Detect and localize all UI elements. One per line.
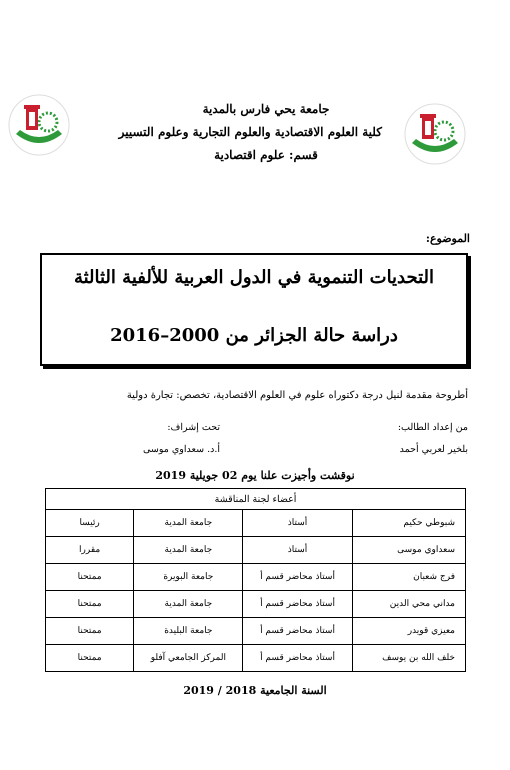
member-role: رئيسا <box>46 510 134 537</box>
member-rank: أستاذ محاضر قسم أ <box>243 564 352 591</box>
supervisor-name: أ.د. سعداوي موسى <box>142 444 220 455</box>
thesis-description: أطروحة مقدمة لنيل درجة دكتوراه علوم في العلوم الاقتصادية، تخصص: تجارة دولية <box>126 390 468 401</box>
member-name: مداني محي الدين <box>352 591 465 618</box>
member-name: معيزي قويدر <box>352 618 465 645</box>
university-logo-right <box>404 103 466 165</box>
table-row <box>46 537 466 564</box>
member-institution: جامعة البليدة <box>134 618 243 645</box>
member-institution: جامعة المدية <box>134 537 243 564</box>
member-rank: أستاذ محاضر قسم أ <box>243 645 352 672</box>
academic-year: السنة الجامعية 2018 / 2019 <box>183 684 327 697</box>
table-row <box>46 618 466 645</box>
member-institution: جامعة المدية <box>134 510 243 537</box>
member-rank: أستاذ محاضر قسم أ <box>243 618 352 645</box>
defense-date: نوقشت وأجيزت علنا يوم 02 جويلية 2019 <box>155 469 355 482</box>
thesis-title-box <box>40 253 468 366</box>
thesis-subtitle: دراسة حالة الجزائر من 2000–2016 <box>110 325 398 346</box>
table-row <box>46 591 466 618</box>
department-name: قسم: علوم اقتصادية <box>214 148 318 162</box>
student-name: بلخير لعربي أحمد <box>399 444 468 455</box>
student-label: من إعداد الطالب: <box>397 422 468 433</box>
committee-table <box>45 488 466 672</box>
thesis-title: التحديات التنموية في الدول العربية للألفية الثالثة <box>73 267 435 288</box>
member-role: مقررا <box>46 537 134 564</box>
member-institution: المركز الجامعي آفلو <box>134 645 243 672</box>
committee-caption: أعضاء لجنة المناقشة <box>46 489 466 510</box>
member-role: ممتحنا <box>46 618 134 645</box>
member-rank: أستاذ محاضر قسم أ <box>243 591 352 618</box>
member-role: ممتحنا <box>46 645 134 672</box>
subject-label: الموضوع: <box>425 232 470 245</box>
member-role: ممتحنا <box>46 591 134 618</box>
member-name: شبوطي حكيم <box>352 510 465 537</box>
table-row <box>46 510 466 537</box>
member-name: خلف الله بن يوسف <box>352 645 465 672</box>
member-name: سعداوي موسى <box>352 537 465 564</box>
member-institution: جامعة المدية <box>134 591 243 618</box>
supervisor-label: تحت إشراف: <box>167 422 220 433</box>
university-logo-left <box>8 94 70 156</box>
member-institution: جامعة البويرة <box>134 564 243 591</box>
member-rank: أستاذ <box>243 510 352 537</box>
table-row <box>46 564 466 591</box>
member-name: فرج شعبان <box>352 564 465 591</box>
table-row <box>46 645 466 672</box>
member-rank: أستاذ <box>243 537 352 564</box>
university-name: جامعة يحي فارس بالمدية <box>202 102 330 116</box>
institution-header <box>118 98 382 167</box>
member-role: ممتحنا <box>46 564 134 591</box>
faculty-name: كلية العلوم الاقتصادية والعلوم التجارية وعلوم التسيير <box>118 125 382 139</box>
